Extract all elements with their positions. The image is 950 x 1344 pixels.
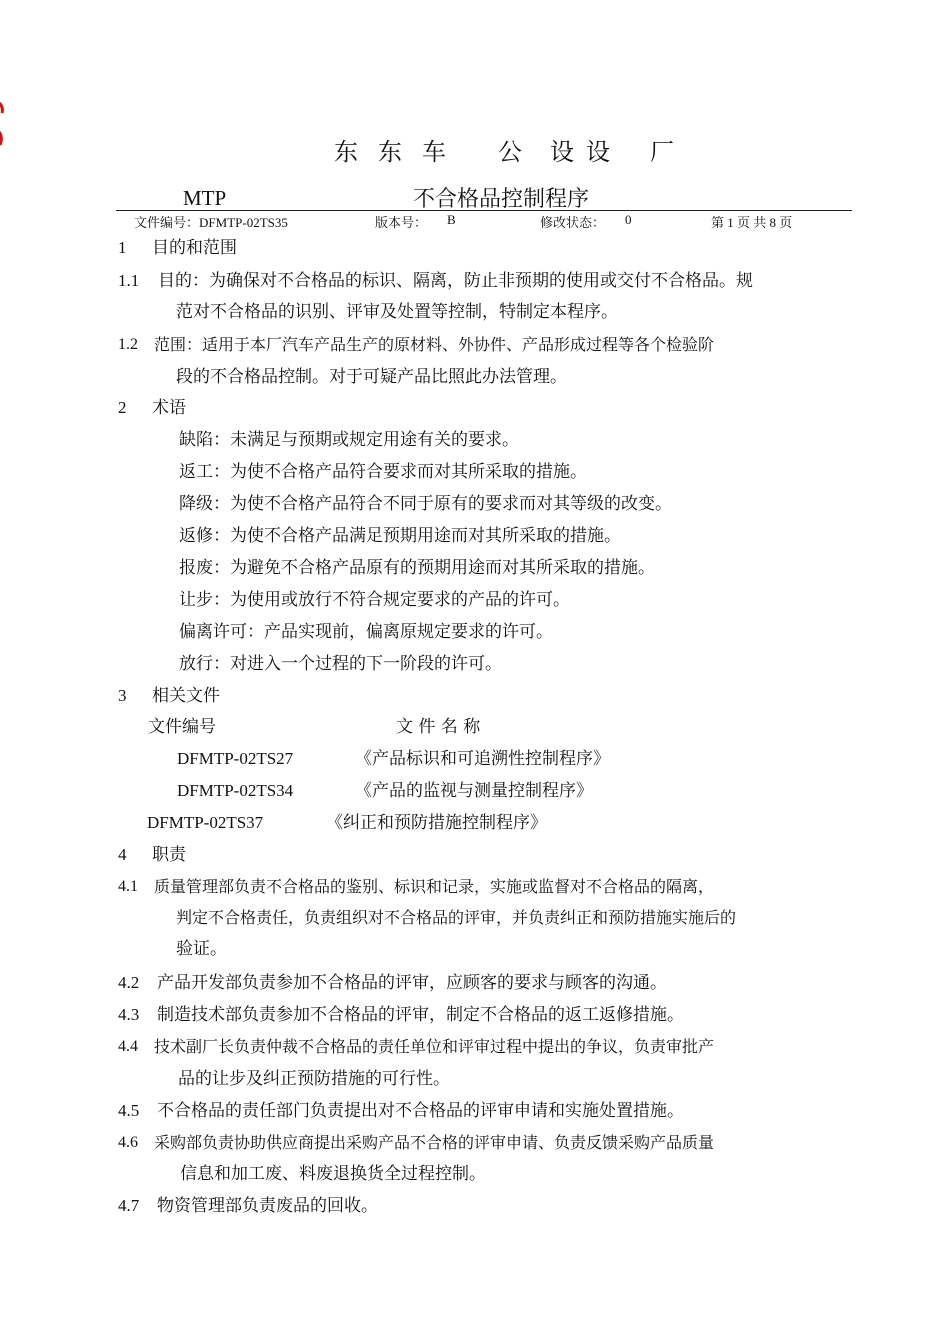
section-number: 3	[118, 686, 127, 705]
paragraph-line: 段的不合格品控制。对于可疑产品比照此办法管理。	[176, 367, 567, 387]
paragraph-line: 判定不合格责任，负责组织对不合格品的评审，并负责纠正和预防措施实施后的	[176, 908, 737, 927]
paragraph-line: 范围：适用于本厂汽车产品生产的原材料、外协件、产品形成过程等各个检验阶	[154, 335, 715, 354]
clause-number: 4.2	[118, 973, 140, 992]
doc-name: 《纠正和预防措施控制程序》	[326, 813, 547, 833]
doc-number: DFMTP-02TS27	[177, 749, 294, 768]
paragraph-line: 产品开发部负责参加不合格品的评审，应顾客的要求与顾客的沟通。	[157, 973, 667, 993]
version-value: B	[447, 212, 456, 227]
term-definition: 让步：为使用或放行不符合规定要求的产品的许可。	[179, 590, 570, 610]
revision-label: 修改状态：	[540, 215, 606, 230]
paragraph-line: 技术副厂长负责仲裁不合格品的责任单位和评审过程中提出的争议，负责审批产	[154, 1037, 715, 1056]
paragraph-line: 采购部负责协助供应商提出采购产品不合格的评审申请、负责反馈采购产品质量	[154, 1133, 715, 1152]
section-number: 2	[118, 398, 127, 417]
paragraph-line: 品的让步及纠正预防措施的可行性。	[178, 1069, 450, 1089]
section-number: 1	[118, 238, 127, 257]
clause-number: 1.1	[118, 271, 140, 290]
binding-mark	[0, 95, 6, 149]
version-label: 版本号：	[375, 215, 428, 230]
header-rule	[116, 210, 852, 211]
doc-number: DFMTP-02TS34	[177, 781, 294, 800]
clause-number: 4.7	[118, 1196, 140, 1215]
term-definition: 放行：对进入一个过程的下一阶段的许可。	[179, 654, 502, 674]
clause-number: 4.3	[118, 1005, 140, 1024]
term-definition: 返修：为使不合格产品满足预期用途而对其所采取的措施。	[179, 526, 621, 546]
term-definition: 缺陷：未满足与预期或规定用途有关的要求。	[179, 430, 519, 450]
clause-number: 4.5	[118, 1101, 140, 1120]
company-name: 东 东 车 公 设 设 厂	[334, 138, 676, 166]
section-title: 职责	[152, 845, 186, 865]
term-definition: 返工：为使不合格产品符合要求而对其所采取的措施。	[179, 462, 587, 482]
page-indicator: 第 1 页 共 8 页	[711, 215, 793, 230]
clause-number: 4.1	[118, 878, 138, 895]
doc-name: 《产品标识和可追溯性控制程序》	[355, 749, 610, 769]
clause-number: 4.6	[118, 1134, 138, 1151]
paragraph-line: 质量管理部负责不合格品的鉴别、标识和记录，实施或监督对不合格品的隔离，	[154, 877, 715, 896]
term-definition: 偏离许可：产品实现前，偏离原规定要求的许可。	[179, 622, 553, 642]
section-title: 相关文件	[152, 686, 220, 706]
doc-table-header-name: 文 件 名 称	[396, 717, 481, 737]
doc-code: MTP	[183, 186, 227, 210]
term-definition: 报废：为避免不合格产品原有的预期用途而对其所采取的措施。	[179, 558, 655, 578]
doc-number: DFMTP-02TS37	[147, 813, 264, 832]
doc-table-header-no: 文件编号	[148, 717, 216, 737]
section-title: 目的和范围	[152, 238, 237, 258]
paragraph-line: 范对不合格品的识别、评审及处置等控制，特制定本程序。	[176, 302, 618, 322]
paragraph-line: 信息和加工废、料废退换货全过程控制。	[180, 1164, 486, 1184]
section-number: 4	[118, 845, 127, 864]
doc-title: 不合格品控制程序	[413, 187, 590, 212]
term-definition: 降级：为使不合格产品符合不同于原有的要求而对其等级的改变。	[179, 494, 672, 514]
section-title: 术语	[152, 398, 186, 418]
paragraph-line: 物资管理部负责废品的回收。	[157, 1196, 378, 1216]
clause-number: 4.4	[118, 1038, 138, 1055]
paragraph-line: 制造技术部负责参加不合格品的评审，制定不合格品的返工返修措施。	[157, 1005, 684, 1025]
clause-number: 1.2	[118, 336, 138, 353]
file-number: 文件编号：DFMTP-02TS35	[134, 215, 288, 230]
revision-value: 0	[625, 212, 632, 227]
doc-name: 《产品的监视与测量控制程序》	[355, 781, 593, 801]
paragraph-line: 目的：为确保对不合格品的标识、隔离，防止非预期的使用或交付不合格品。规	[158, 271, 753, 291]
paragraph-line: 验证。	[176, 939, 227, 959]
paragraph-line: 不合格品的责任部门负责提出对不合格品的评审申请和实施处置措施。	[157, 1101, 684, 1121]
